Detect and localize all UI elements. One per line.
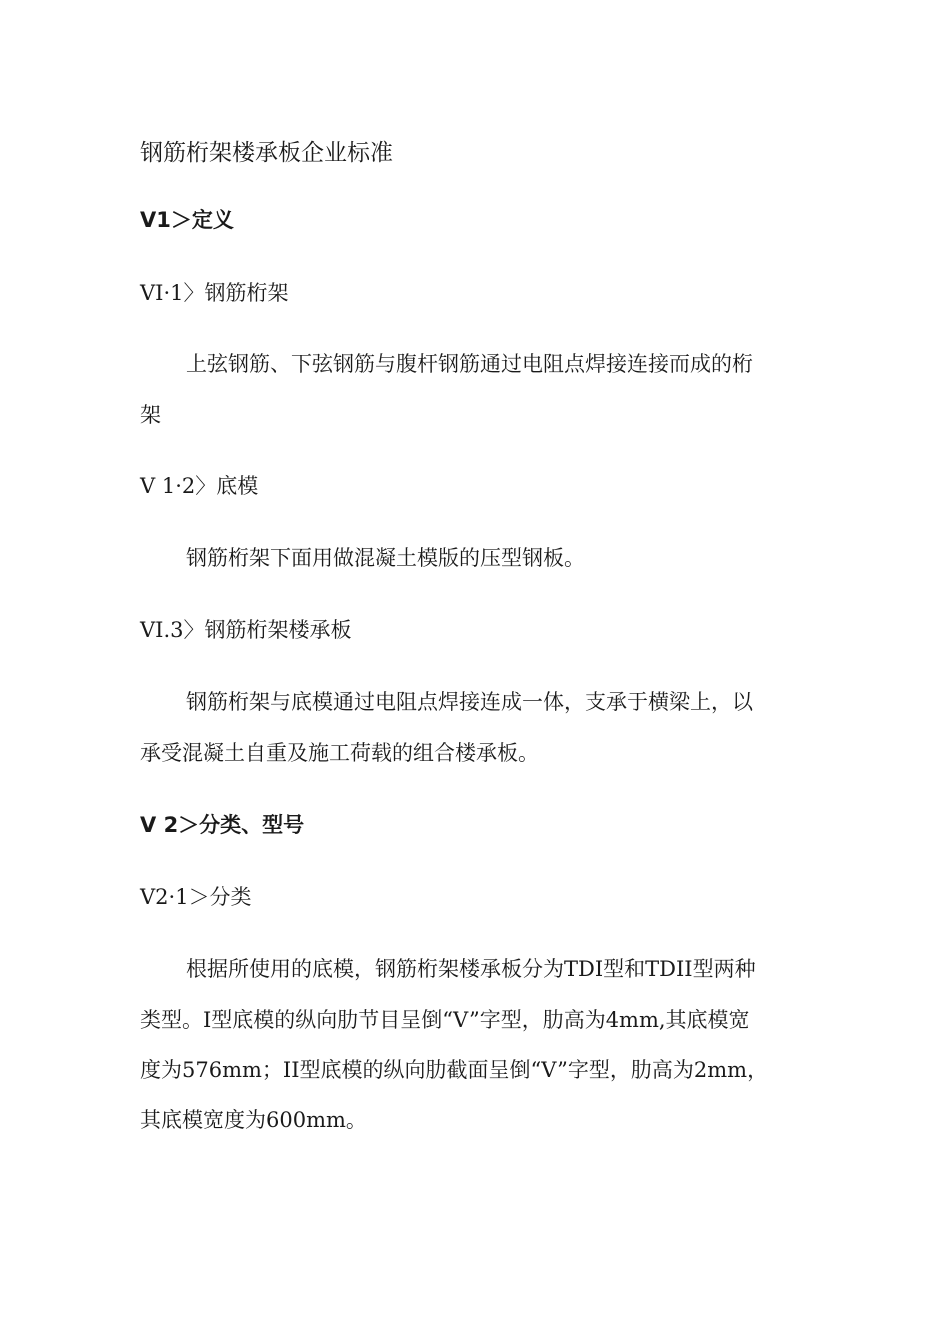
subsection-heading-1-3: VI.3〉钢筋桁架楼承板	[140, 618, 352, 642]
document-title: 钢筋桁架楼承板企业标准	[140, 140, 393, 166]
paragraph-line: 承受混凝土自重及施工荷载的组合楼承板。	[140, 741, 539, 765]
section-heading-2: V 2＞分类、型号	[140, 813, 305, 837]
subsection-heading-1-1: VI·1〉钢筋桁架	[140, 281, 289, 305]
paragraph-line: 架	[140, 403, 161, 427]
section-heading-1: V1＞定义	[140, 208, 234, 232]
paragraph-line: 钢筋桁架下面用做混凝土模版的压型钢板。	[186, 546, 585, 570]
subsection-heading-2-1: V2·1＞分类	[140, 885, 252, 909]
subsection-heading-1-2: V 1·2〉底模	[140, 474, 259, 498]
paragraph-line: 度为576mm；II型底模的纵向肋截面呈倒“V”字型，肋高为2mm，	[140, 1058, 769, 1082]
paragraph-line: 根据所使用的底模，钢筋桁架楼承板分为TDI型和TDII型两种	[186, 957, 756, 981]
paragraph-line: 其底模宽度为600mm。	[140, 1108, 367, 1132]
paragraph-line: 钢筋桁架与底模通过电阻点焊接连成一体，支承于横梁上，以	[186, 690, 753, 714]
paragraph-line: 上弦钢筋、下弦钢筋与腹杆钢筋通过电阻点焊接连接而成的桁	[186, 352, 753, 376]
paragraph-line: 类型。I型底模的纵向肋节目呈倒“V”字型，肋高为4mm,其底模宽	[140, 1008, 750, 1032]
